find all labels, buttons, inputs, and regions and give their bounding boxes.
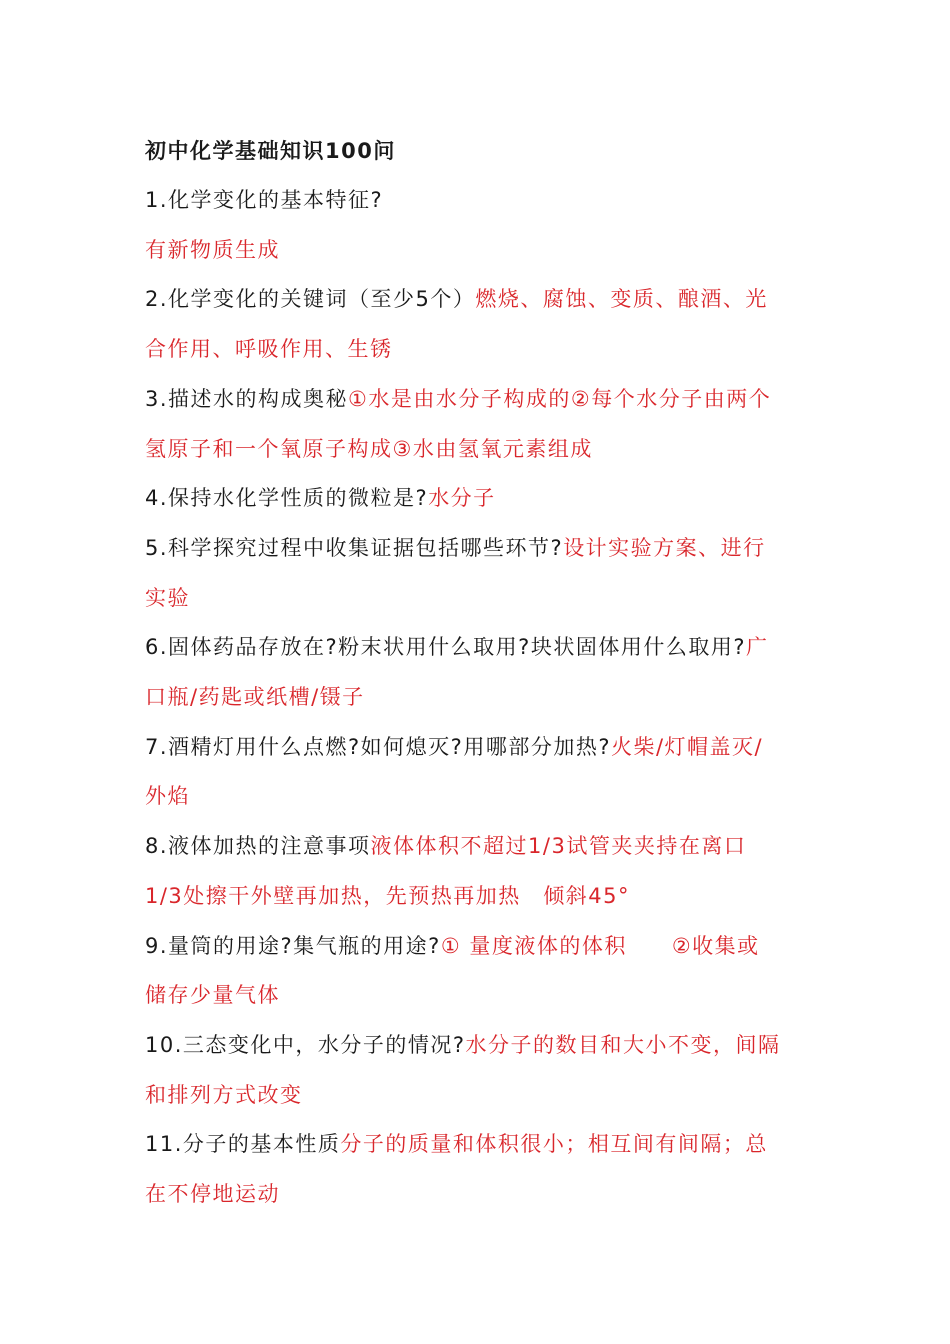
question-text: 8.液体加热的注意事项 — [145, 834, 371, 859]
text-line — [145, 275, 810, 325]
text-line — [145, 325, 810, 375]
text-line — [145, 1120, 810, 1170]
text-line — [145, 425, 810, 475]
question-text: 4.保持水化学性质的微粒是? — [145, 486, 429, 511]
answer-text: 在不停地运动 — [145, 1182, 280, 1207]
answer-text: 设计实验方案、进行 — [563, 535, 766, 560]
text-line — [145, 226, 810, 276]
answer-text: 外焰 — [145, 784, 190, 809]
text-line — [145, 772, 810, 822]
text-line — [145, 723, 810, 773]
answer-text: ① 量度液体的体积 ②收集或 — [440, 933, 760, 958]
answer-text: 分子的质量和体积很小；相互间有间隔；总 — [340, 1132, 768, 1157]
answer-text: 液体体积不超过1/3试管夹夹持在离口 — [370, 834, 747, 859]
question-text: 1.化学变化的基本特征? — [145, 188, 384, 212]
document-page — [145, 126, 810, 1220]
text-line — [145, 176, 810, 226]
answer-text: ①水是由水分子构成的②每个水分子由两个 — [348, 386, 772, 411]
answer-text: 和排列方式改变 — [145, 1082, 303, 1107]
answer-text: 实验 — [145, 585, 190, 610]
text-line — [145, 623, 810, 673]
text-line — [145, 673, 810, 723]
text-line — [145, 474, 810, 524]
text-line — [145, 524, 810, 574]
text-line — [145, 872, 810, 922]
question-text: 3.描述水的构成奥秘 — [145, 386, 349, 411]
answer-text: 广 — [745, 635, 769, 660]
answer-text: 水分子的数目和大小不变，间隔 — [465, 1032, 781, 1057]
text-line — [145, 375, 810, 425]
text-line — [145, 1021, 810, 1071]
answer-text: 水分子 — [428, 486, 496, 511]
question-list — [145, 176, 810, 1220]
answer-text: 合作用、呼吸作用、生锈 — [145, 337, 393, 362]
document-title: 初中化学基础知识100问 — [145, 139, 396, 163]
question-text: 10.三态变化中，水分子的情况? — [145, 1032, 466, 1057]
question-text: 2.化学变化的关键词（至少5个） — [145, 287, 476, 312]
text-line — [145, 1071, 810, 1121]
question-text: 9.量筒的用途?集气瓶的用途? — [145, 933, 441, 958]
answer-text: 口瓶/药匙或纸槽/镊子 — [145, 685, 365, 710]
answer-text: 氢原子和一个氧原子构成③水由氢氧元素组成 — [145, 436, 593, 461]
question-text: 6.固体药品存放在?粉末状用什么取用?块状固体用什么取用? — [145, 635, 746, 660]
answer-text: 1/3处擦干外壁再加热，先预热再加热 倾斜45° — [145, 883, 631, 908]
answer-text: 储存少量气体 — [145, 983, 280, 1008]
question-text: 7.酒精灯用什么点燃?如何熄灭?用哪部分加热? — [145, 734, 611, 759]
answer-text: 有新物质生成 — [145, 237, 280, 262]
text-line — [145, 1170, 810, 1220]
text-line — [145, 922, 810, 972]
text-line — [145, 971, 810, 1021]
text-line — [145, 822, 810, 872]
text-line — [145, 574, 810, 624]
answer-text: 火柴/灯帽盖灭/ — [610, 734, 764, 759]
answer-text: 燃烧、腐蚀、变质、酿酒、光 — [475, 287, 768, 312]
question-text: 11.分子的基本性质 — [145, 1132, 341, 1157]
question-text: 5.科学探究过程中收集证据包括哪些环节? — [145, 535, 564, 560]
